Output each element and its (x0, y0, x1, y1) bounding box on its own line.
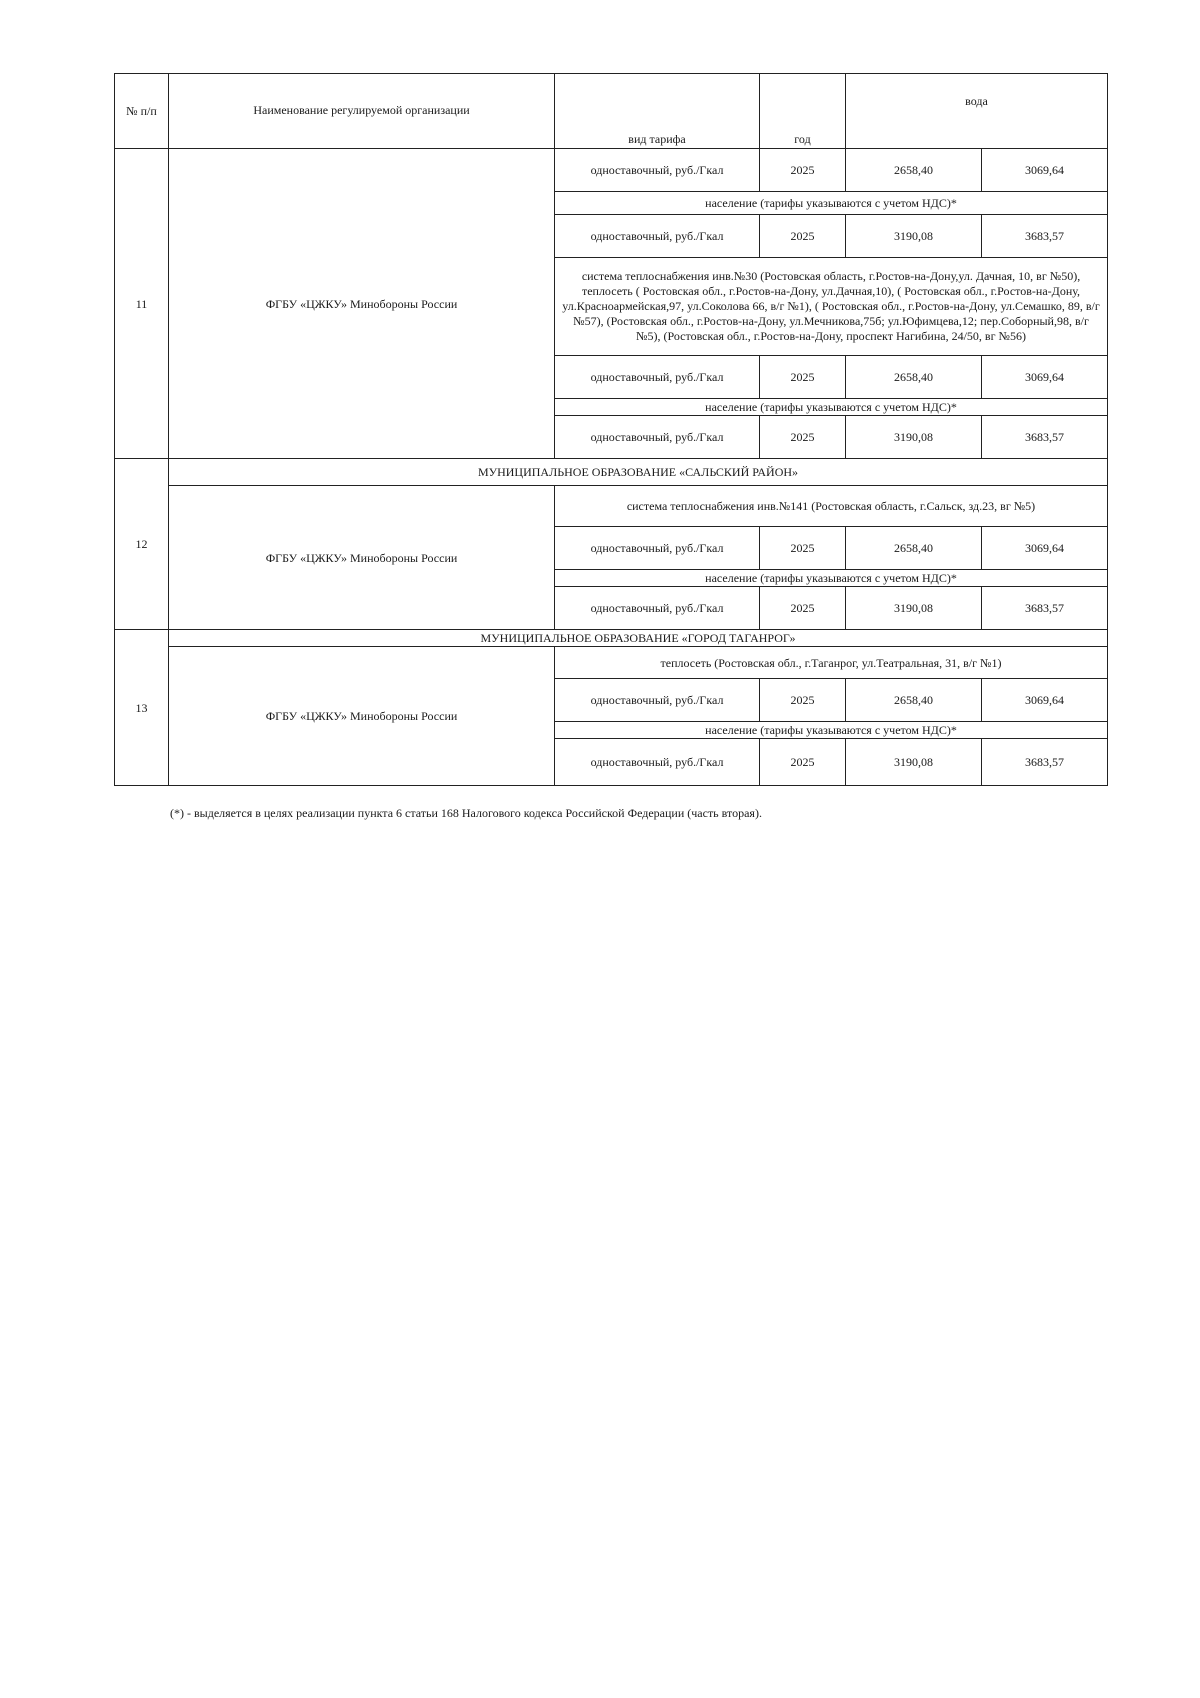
tariff-type: одноставочный, руб./Гкал (555, 356, 760, 399)
header-row (115, 74, 1108, 149)
population-note: население (тарифы указываются с учетом НДС)* (555, 570, 1108, 587)
header-year: год (760, 74, 846, 149)
tariff-year: 2025 (760, 416, 846, 459)
tariff-year: 2025 (760, 149, 846, 192)
tariff-value-2: 3683,57 (982, 739, 1108, 786)
heat-system-description: система теплоснабжения инв.№141 (Ростовская область, г.Сальск, зд.23, вг №5) (555, 486, 1108, 527)
row-number: 13 (115, 630, 169, 786)
tariff-value-2: 3069,64 (982, 149, 1108, 192)
table-row (115, 459, 1108, 486)
tariff-value-1: 2658,40 (846, 356, 982, 399)
header-tariff-type: вид тарифа (555, 74, 760, 149)
row-number: 12 (115, 459, 169, 630)
population-note: население (тарифы указываются с учетом НДС)* (555, 192, 1108, 215)
tariff-year: 2025 (760, 356, 846, 399)
tariff-table (114, 73, 1108, 786)
tariff-value-2: 3683,57 (982, 587, 1108, 630)
tariff-type: одноставочный, руб./Гкал (555, 679, 760, 722)
tariff-value-2: 3683,57 (982, 215, 1108, 258)
table-row (115, 149, 1108, 192)
tariff-type: одноставочный, руб./Гкал (555, 416, 760, 459)
tariff-value-1: 3190,08 (846, 215, 982, 258)
tariff-year: 2025 (760, 215, 846, 258)
heat-system-description: система теплоснабжения инв.№30 (Ростовская область, г.Ростов-на-Дону,ул. Дачная, 10, вг №50), теплосеть ( Ростовская обл., г.Ростов-на-Дону, ул.Дачная,10), ( Ростовская обл., г.Ростов-на-Дону, ул.Красноармейская,97, ул.Соколова 66, в/г №1), ( Ростовская обл., г.Ростов-на-Дону, ул.Семашко, 89, в/г №57), (Ростовская обл., г.Ростов-на-Дону, ул.Мечникова,75б; ул.Юфимцева,12; пер.Соборный,98, в/г №5), (Ростовская обл., г.Ростов-на-Дону, проспект Нагибина, 24/50, вг №56) (555, 258, 1108, 356)
tariff-value-1: 2658,40 (846, 527, 982, 570)
header-num: № п/п (115, 74, 169, 149)
municipality-heading: МУНИЦИПАЛЬНОЕ ОБРАЗОВАНИЕ «ГОРОД ТАГАНРОГ» (169, 630, 1108, 647)
table-row (115, 630, 1108, 647)
org-name: ФГБУ «ЦЖКУ» Минобороны России (169, 486, 555, 630)
header-water: вода (846, 74, 1108, 149)
tariff-value-2: 3069,64 (982, 527, 1108, 570)
tariff-type: одноставочный, руб./Гкал (555, 215, 760, 258)
tariff-value-1: 3190,08 (846, 739, 982, 786)
tariff-value-2: 3069,64 (982, 356, 1108, 399)
tariff-value-2: 3683,57 (982, 416, 1108, 459)
tariff-year: 2025 (760, 679, 846, 722)
tariff-type: одноставочный, руб./Гкал (555, 149, 760, 192)
table-row (115, 647, 1108, 679)
tariff-type: одноставочный, руб./Гкал (555, 739, 760, 786)
tariff-year: 2025 (760, 527, 846, 570)
row-number: 11 (115, 149, 169, 459)
tariff-value-1: 2658,40 (846, 149, 982, 192)
tariff-value-2: 3069,64 (982, 679, 1108, 722)
table-row (115, 486, 1108, 527)
heat-system-description: теплосеть (Ростовская обл., г.Таганрог, ул.Театральная, 31, в/г №1) (555, 647, 1108, 679)
tariff-type: одноставочный, руб./Гкал (555, 587, 760, 630)
tariff-value-1: 2658,40 (846, 679, 982, 722)
municipality-heading: МУНИЦИПАЛЬНОЕ ОБРАЗОВАНИЕ «САЛЬСКИЙ РАЙОН» (169, 459, 1108, 486)
header-org: Наименование регулируемой организации (169, 74, 555, 149)
org-name: ФГБУ «ЦЖКУ» Минобороны России (169, 647, 555, 786)
tariff-year: 2025 (760, 587, 846, 630)
tariff-year: 2025 (760, 739, 846, 786)
org-name: ФГБУ «ЦЖКУ» Минобороны России (169, 149, 555, 459)
tariff-value-1: 3190,08 (846, 587, 982, 630)
population-note: население (тарифы указываются с учетом НДС)* (555, 722, 1108, 739)
tariff-type: одноставочный, руб./Гкал (555, 527, 760, 570)
footnote: (*) - выделяется в целях реализации пункта 6 статьи 168 Налогового кодекса Российской Федерации (часть вторая). (170, 806, 762, 820)
population-note: население (тарифы указываются с учетом НДС)* (555, 399, 1108, 416)
tariff-value-1: 3190,08 (846, 416, 982, 459)
